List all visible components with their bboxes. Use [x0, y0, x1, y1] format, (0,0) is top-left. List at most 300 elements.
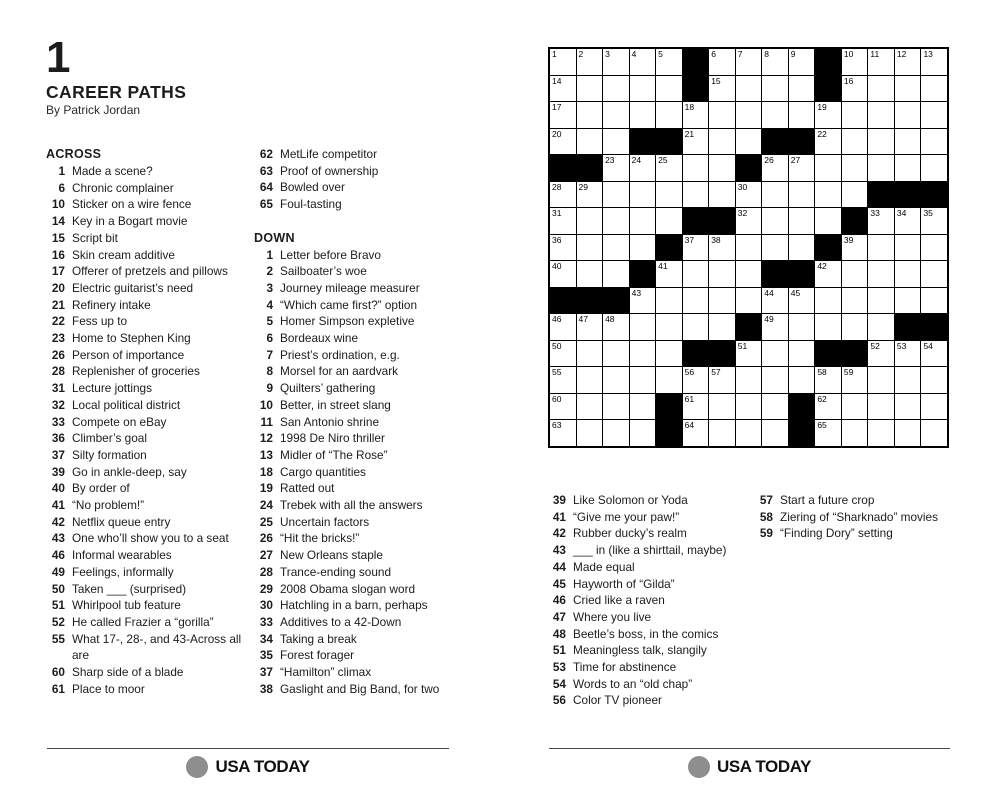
clue-number: 42 [552, 526, 566, 541]
grid-cell[interactable] [762, 155, 788, 181]
grid-cell[interactable] [921, 102, 947, 128]
grid-cell[interactable] [921, 367, 947, 393]
grid-cell[interactable] [656, 261, 682, 287]
grid-cell[interactable] [895, 49, 921, 75]
cell-number: 41 [658, 261, 668, 272]
grid-cell[interactable] [815, 208, 841, 234]
clue-number: 43 [552, 543, 566, 558]
grid-cell[interactable] [709, 129, 735, 155]
grid-cell-black [683, 76, 709, 102]
clue-text: Sticker on a wire fence [72, 197, 192, 212]
grid-cell[interactable] [842, 288, 868, 314]
grid-cell[interactable] [683, 155, 709, 181]
grid-cell[interactable] [736, 367, 762, 393]
usa-today-logo [549, 756, 950, 778]
grid-cell[interactable] [736, 182, 762, 208]
grid-cell[interactable] [762, 76, 788, 102]
grid-cell-black [842, 208, 868, 234]
grid-cell[interactable] [815, 367, 841, 393]
grid-cell[interactable] [709, 261, 735, 287]
cell-number: 21 [684, 128, 695, 139]
clue-item [547, 542, 753, 559]
clue-number: 16 [51, 247, 65, 262]
grid-cell[interactable] [895, 129, 921, 155]
grid-cell[interactable] [550, 129, 576, 155]
clue-number: 33 [51, 414, 65, 429]
across-clue-column [46, 163, 260, 698]
grid-cell[interactable] [683, 235, 709, 261]
grid-cell[interactable] [921, 49, 947, 75]
grid-cell[interactable] [550, 367, 576, 393]
grid-cell[interactable] [709, 367, 735, 393]
clue-text: Local political district [72, 397, 181, 412]
clue-text: Better, in street slang [280, 397, 391, 412]
grid-cell[interactable] [842, 235, 868, 261]
grid-cell[interactable] [656, 49, 682, 75]
grid-cell[interactable] [709, 235, 735, 261]
cell-number: 6 [711, 49, 716, 59]
grid-cell-black [656, 129, 682, 155]
grid-cell[interactable] [603, 235, 629, 261]
grid-cell-black [683, 208, 709, 234]
grid-cell[interactable] [921, 420, 947, 446]
grid-cell[interactable] [709, 288, 735, 314]
grid-cell[interactable] [603, 261, 629, 287]
grid-cell[interactable] [550, 76, 576, 102]
clue-item [547, 576, 753, 593]
clue-item [547, 559, 753, 576]
grid-cell[interactable] [895, 420, 921, 446]
grid-cell-black [577, 288, 603, 314]
grid-cell[interactable] [603, 394, 629, 420]
grid-cell[interactable] [550, 420, 576, 446]
grid-cell-black [789, 261, 815, 287]
cell-number: 13 [923, 49, 933, 59]
grid-cell[interactable] [789, 367, 815, 393]
grid-cell[interactable] [683, 394, 709, 420]
clue-text: MetLife competitor [280, 147, 378, 161]
grid-cell[interactable] [550, 314, 576, 340]
clue-text: He called Frazier a “gorilla” [72, 614, 214, 629]
clue-number: 39 [552, 493, 566, 507]
grid-cell[interactable] [550, 235, 576, 261]
grid-cell[interactable] [656, 208, 682, 234]
usa-today-circle-icon [688, 756, 710, 778]
grid-cell-black [656, 420, 682, 446]
grid-cell[interactable] [868, 261, 894, 287]
grid-cell[interactable] [630, 394, 656, 420]
clue-item [46, 480, 260, 497]
grid-cell[interactable] [815, 102, 841, 128]
grid-cell[interactable] [603, 420, 629, 446]
clue-text: Bordeaux wine [280, 331, 359, 346]
grid-cell[interactable] [550, 341, 576, 367]
clue-text: “Which came first?” option [280, 297, 418, 312]
grid-cell[interactable] [921, 341, 947, 367]
grid-cell[interactable] [842, 76, 868, 102]
grid-cell[interactable] [709, 155, 735, 181]
grid-cell[interactable] [603, 76, 629, 102]
grid-cell[interactable] [577, 208, 603, 234]
grid-cell[interactable] [709, 182, 735, 208]
grid-cell[interactable] [656, 288, 682, 314]
clue-text: Uncertain factors [280, 514, 370, 529]
grid-cell[interactable] [762, 49, 788, 75]
clue-number: 38 [259, 681, 273, 696]
grid-cell[interactable] [921, 155, 947, 181]
grid-cell[interactable] [895, 76, 921, 102]
cell-number: 32 [737, 208, 748, 219]
clue-item [46, 464, 260, 481]
grid-cell[interactable] [577, 129, 603, 155]
grid-cell[interactable] [683, 261, 709, 287]
grid-cell[interactable] [789, 288, 815, 314]
grid-cell[interactable] [630, 76, 656, 102]
grid-cell[interactable] [683, 129, 709, 155]
grid-cell[interactable] [815, 394, 841, 420]
grid-cell-black [709, 208, 735, 234]
grid-cell[interactable] [577, 49, 603, 75]
cell-number: 23 [605, 155, 615, 166]
clue-item [46, 514, 260, 531]
clue-item [46, 530, 260, 547]
grid-cell[interactable] [630, 182, 656, 208]
cell-number: 48 [605, 314, 615, 325]
grid-cell[interactable] [815, 182, 841, 208]
grid-cell[interactable] [842, 394, 868, 420]
clue-item [254, 163, 490, 180]
grid-cell[interactable] [577, 314, 603, 340]
cell-number: 45 [790, 287, 801, 298]
grid-cell[interactable] [603, 155, 629, 181]
grid-cell[interactable] [603, 129, 629, 155]
grid-cell[interactable] [868, 367, 894, 393]
grid-cell[interactable] [895, 367, 921, 393]
grid-cell[interactable] [762, 182, 788, 208]
grid-cell[interactable] [656, 182, 682, 208]
clue-item [46, 681, 260, 698]
clue-number: 62 [259, 147, 273, 161]
grid-cell[interactable] [789, 341, 815, 367]
grid-cell[interactable] [630, 314, 656, 340]
grid-cell[interactable] [736, 129, 762, 155]
grid-cell[interactable] [683, 314, 709, 340]
clue-item [254, 530, 490, 547]
grid-cell[interactable] [921, 288, 947, 314]
puzzle-title: CAREER PATHS [46, 82, 187, 102]
grid-cell[interactable] [842, 129, 868, 155]
grid-cell[interactable] [683, 420, 709, 446]
grid-cell-black [815, 49, 841, 75]
grid-cell[interactable] [789, 155, 815, 181]
cell-number: 26 [764, 155, 774, 166]
grid-cell[interactable] [868, 208, 894, 234]
clue-item [254, 363, 490, 380]
grid-cell[interactable] [603, 314, 629, 340]
grid-cell[interactable] [842, 420, 868, 446]
clue-text: Journey mileage measurer [280, 280, 420, 295]
grid-cell[interactable] [709, 394, 735, 420]
grid-cell[interactable] [603, 182, 629, 208]
usa-today-wordmark: USA TODAY [716, 757, 812, 776]
grid-cell[interactable] [683, 182, 709, 208]
clue-item [254, 480, 490, 497]
clue-number: 7 [266, 347, 273, 362]
clue-item [254, 447, 490, 464]
clue-text: 2008 Obama slogan word [280, 581, 416, 596]
grid-cell[interactable] [921, 76, 947, 102]
grid-cell[interactable] [709, 102, 735, 128]
grid-cell[interactable] [895, 394, 921, 420]
clue-number: 48 [552, 626, 566, 641]
clue-text: Netflix queue entry [72, 514, 171, 529]
grid-cell[interactable] [709, 314, 735, 340]
grid-cell[interactable] [577, 76, 603, 102]
cell-number: 37 [684, 234, 695, 245]
grid-cell[interactable] [921, 129, 947, 155]
clue-item [46, 213, 260, 230]
clue-text: Ziering of “Sharknado” movies [780, 509, 939, 524]
grid-cell[interactable] [577, 367, 603, 393]
grid-cell[interactable] [656, 341, 682, 367]
grid-cell[interactable] [577, 341, 603, 367]
grid-cell[interactable] [736, 341, 762, 367]
grid-cell[interactable] [762, 314, 788, 340]
clue-text: Cried like a raven [573, 593, 665, 608]
grid-cell[interactable] [603, 367, 629, 393]
grid-cell[interactable] [577, 102, 603, 128]
clue-number: 23 [51, 331, 65, 346]
grid-cell[interactable] [736, 49, 762, 75]
grid-cell[interactable] [577, 420, 603, 446]
grid-cell[interactable] [868, 102, 894, 128]
grid-cell[interactable] [630, 208, 656, 234]
footer-divider [549, 748, 950, 749]
grid-cell[interactable] [630, 288, 656, 314]
clue-text: Trebek with all the answers [280, 498, 423, 513]
clue-text: Gaslight and Big Band, for two [280, 681, 440, 696]
grid-cell[interactable] [815, 155, 841, 181]
grid-cell[interactable] [550, 49, 576, 75]
grid-cell[interactable] [630, 102, 656, 128]
cell-number: 2 [578, 49, 584, 59]
grid-cell[interactable] [630, 155, 656, 181]
grid-cell[interactable] [895, 208, 921, 234]
grid-cell[interactable] [842, 367, 868, 393]
clue-item [46, 497, 260, 514]
grid-cell[interactable] [630, 367, 656, 393]
grid-cell[interactable] [789, 76, 815, 102]
grid-cell[interactable] [868, 394, 894, 420]
grid-cell[interactable] [630, 49, 656, 75]
grid-cell[interactable] [550, 182, 576, 208]
grid-cell[interactable] [762, 420, 788, 446]
grid-cell-black [815, 235, 841, 261]
clue-number: 63 [259, 163, 273, 178]
grid-cell[interactable] [736, 235, 762, 261]
grid-cell[interactable] [656, 314, 682, 340]
cell-number: 61 [684, 393, 695, 404]
clue-item [254, 464, 490, 481]
down-clue-column [254, 247, 490, 698]
grid-cell-black [921, 314, 947, 340]
grid-cell[interactable] [868, 155, 894, 181]
grid-cell[interactable] [762, 394, 788, 420]
grid-cell[interactable] [736, 420, 762, 446]
grid-cell[interactable] [762, 235, 788, 261]
grid-cell[interactable] [789, 182, 815, 208]
grid-cell[interactable] [789, 208, 815, 234]
cell-number: 58 [817, 367, 827, 378]
grid-cell[interactable] [895, 261, 921, 287]
grid-cell[interactable] [921, 394, 947, 420]
grid-cell[interactable] [868, 288, 894, 314]
grid-cell[interactable] [868, 129, 894, 155]
grid-cell[interactable] [815, 420, 841, 446]
grid-cell[interactable] [789, 314, 815, 340]
grid-cell[interactable] [815, 314, 841, 340]
grid-cell[interactable] [656, 102, 682, 128]
grid-cell[interactable] [736, 288, 762, 314]
grid-cell[interactable] [709, 76, 735, 102]
grid-cell[interactable] [550, 394, 576, 420]
clue-item [254, 414, 490, 431]
grid-cell[interactable] [736, 261, 762, 287]
cell-number: 64 [684, 420, 695, 431]
clue-number: 51 [51, 598, 65, 613]
grid-cell[interactable] [895, 155, 921, 181]
grid-cell-black [550, 288, 576, 314]
grid-cell[interactable] [550, 261, 576, 287]
grid-cell[interactable] [762, 341, 788, 367]
cell-number: 17 [552, 102, 562, 113]
clue-number: 29 [259, 581, 273, 596]
grid-cell[interactable] [709, 49, 735, 75]
grid-cell[interactable] [577, 394, 603, 420]
grid-cell[interactable] [842, 182, 868, 208]
grid-cell[interactable] [842, 49, 868, 75]
grid-cell-black [815, 341, 841, 367]
clue-item [46, 163, 260, 180]
grid-cell[interactable] [842, 314, 868, 340]
grid-cell[interactable] [868, 341, 894, 367]
grid-cell-black [789, 129, 815, 155]
grid-cell[interactable] [762, 288, 788, 314]
grid-cell[interactable] [921, 261, 947, 287]
grid-cell[interactable] [550, 102, 576, 128]
grid-cell[interactable] [789, 49, 815, 75]
grid-cell[interactable] [921, 208, 947, 234]
grid-cell[interactable] [683, 288, 709, 314]
grid-cell[interactable] [603, 208, 629, 234]
grid-cell[interactable] [762, 208, 788, 234]
clue-number: 21 [51, 297, 65, 312]
clue-number: 6 [58, 180, 65, 195]
clue-item [46, 330, 260, 347]
clue-number: 43 [51, 531, 65, 546]
clue-number: 39 [51, 464, 65, 479]
grid-cell[interactable] [577, 261, 603, 287]
cell-number: 52 [870, 340, 880, 351]
grid-cell[interactable] [603, 102, 629, 128]
clue-item [46, 581, 260, 598]
grid-cell-black [683, 49, 709, 75]
grid-cell[interactable] [815, 261, 841, 287]
clue-text: Replenisher of groceries [72, 364, 200, 379]
grid-cell-black [656, 235, 682, 261]
cell-number: 51 [737, 340, 748, 351]
clue-text: New Orleans staple [280, 548, 383, 563]
clue-number: 17 [51, 264, 65, 279]
crossword-grid [548, 47, 949, 448]
grid-cell[interactable] [683, 102, 709, 128]
grid-cell[interactable] [577, 182, 603, 208]
grid-cell[interactable] [895, 235, 921, 261]
clue-item [46, 230, 260, 247]
grid-cell[interactable] [895, 288, 921, 314]
grid-cell[interactable] [789, 235, 815, 261]
grid-cell[interactable] [656, 76, 682, 102]
grid-cell[interactable] [815, 129, 841, 155]
cell-number: 42 [817, 261, 827, 272]
grid-cell[interactable] [868, 314, 894, 340]
grid-cell[interactable] [842, 261, 868, 287]
clue-number: 44 [552, 559, 566, 574]
clue-number: 1 [266, 247, 273, 262]
grid-cell[interactable] [868, 76, 894, 102]
grid-cell-black [789, 420, 815, 446]
grid-cell[interactable] [736, 102, 762, 128]
grid-cell[interactable] [842, 102, 868, 128]
grid-cell[interactable] [762, 102, 788, 128]
cell-number: 18 [684, 102, 695, 113]
grid-cell[interactable] [656, 367, 682, 393]
grid-cell[interactable] [656, 155, 682, 181]
cell-number: 5 [658, 49, 663, 59]
grid-cell[interactable] [603, 341, 629, 367]
clue-text: Made a scene? [72, 164, 153, 178]
grid-cell[interactable] [577, 235, 603, 261]
grid-cell[interactable] [789, 102, 815, 128]
grid-cell[interactable] [868, 49, 894, 75]
grid-cell[interactable] [895, 341, 921, 367]
grid-cell[interactable] [762, 367, 788, 393]
cell-number: 43 [631, 287, 642, 298]
grid-cell[interactable] [736, 76, 762, 102]
grid-cell[interactable] [868, 420, 894, 446]
grid-cell[interactable] [550, 208, 576, 234]
grid-cell[interactable] [630, 420, 656, 446]
grid-cell[interactable] [630, 341, 656, 367]
grid-cell[interactable] [683, 367, 709, 393]
grid-cell-black [762, 261, 788, 287]
grid-cell[interactable] [736, 208, 762, 234]
grid-cell[interactable] [842, 155, 868, 181]
grid-cell-black [630, 261, 656, 287]
grid-cell[interactable] [921, 235, 947, 261]
usa-today-circle-icon [186, 756, 208, 778]
grid-cell[interactable] [709, 420, 735, 446]
grid-cell[interactable] [736, 394, 762, 420]
grid-cell[interactable] [603, 49, 629, 75]
grid-cell[interactable] [895, 102, 921, 128]
grid-cell[interactable] [630, 235, 656, 261]
clue-text: Cargo quantities [280, 464, 366, 479]
clue-number: 57 [759, 493, 773, 507]
grid-cell[interactable] [868, 235, 894, 261]
clue-text: One who’ll show you to a seat [72, 531, 229, 546]
grid-cell[interactable] [815, 288, 841, 314]
